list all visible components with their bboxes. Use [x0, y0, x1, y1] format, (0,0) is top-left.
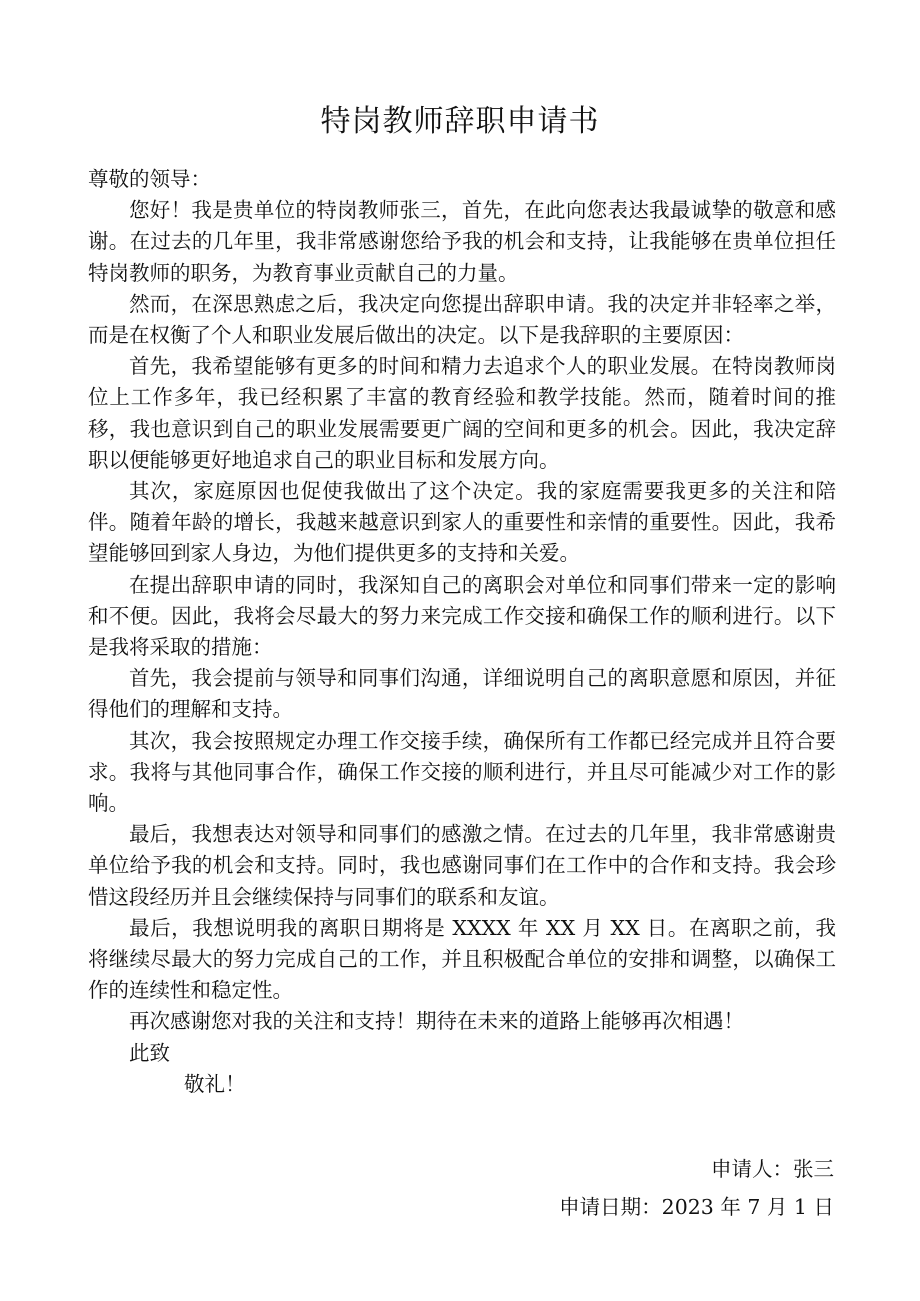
- application-date: 申请日期：2023 年 7 月 1 日: [559, 1195, 834, 1219]
- letter-greeting: 尊敬的领导：: [88, 167, 211, 191]
- paragraph: 您好！我是贵单位的特岗教师张三，首先，在此向您表达我最诚挚的敬意和感谢。在过去的几年里，我非常感谢您给予我的机会和支持，让我能够在贵单位担任特岗教师的职务，为教育事业贡献自己的力量。: [88, 198, 836, 285]
- letter-salute: 敬礼！: [184, 1071, 246, 1096]
- paragraph: 其次，家庭原因也促使我做出了这个决定。我的家庭需要我更多的关注和陪伴。随着年龄的增长，我越来越意识到家人的重要性和亲情的重要性。因此，我希望能够回到家人身边，为他们提供更多的支持和关爱。: [88, 479, 836, 566]
- paragraph: 在提出辞职申请的同时，我深知自己的离职会对单位和同事们带来一定的影响和不便。因此，我将会尽最大的努力来完成工作交接和确保工作的顺利进行。以下是我将采取的措施：: [88, 572, 836, 660]
- paragraph: 然而，在深思熟虑之后，我决定向您提出辞职申请。我的决定并非轻率之举，而是在权衡了个人和职业发展后做出的决定。以下是我辞职的主要原因：: [88, 291, 836, 348]
- letter-closing: 此致: [129, 1040, 170, 1065]
- document-title: 特岗教师辞职申请书: [320, 104, 600, 139]
- applicant-name: 申请人：张三: [711, 1157, 834, 1181]
- signature-block: [434, 1150, 834, 1226]
- paragraph: 最后，我想说明我的离职日期将是 XXXX 年 XX 月 XX 日。在离职之前，我将继续尽最大的努力完成自己的工作，并且积极配合单位的安排和调整，以确保工作的连续性和稳定性。: [88, 915, 836, 1003]
- paragraph: 其次，我会按照规定办理工作交接手续，确保所有工作都已经完成并且符合要求。我将与其他同事合作，确保工作交接的顺利进行，并且尽可能减少对工作的影响。: [88, 728, 836, 816]
- paragraph: 再次感谢您对我的关注和支持！期待在未来的道路上能够再次相遇！: [129, 1009, 744, 1034]
- paragraph: 首先，我希望能够有更多的时间和精力去追求个人的职业发展。在特岗教师岗位上工作多年，我已经积累了丰富的教育经验和教学技能。然而，随着时间的推移，我也意识到自己的职业发展需要更广阔的空间和更多的机会。因此，我决定辞职以便能够更好地追求自己的职业目标和发展方向。: [88, 354, 836, 472]
- paragraph: 首先，我会提前与领导和同事们沟通，详细说明自己的离职意愿和原因，并征得他们的理解和支持。: [88, 666, 836, 722]
- letter-body: [88, 164, 836, 1100]
- paragraph: 最后，我想表达对领导和同事们的感激之情。在过去的几年里，我非常感谢贵单位给予我的机会和支持。同时，我也感谢同事们在工作中的合作和支持。我会珍惜这段经历并且会继续保持与同事们的联系和友谊。: [88, 822, 836, 909]
